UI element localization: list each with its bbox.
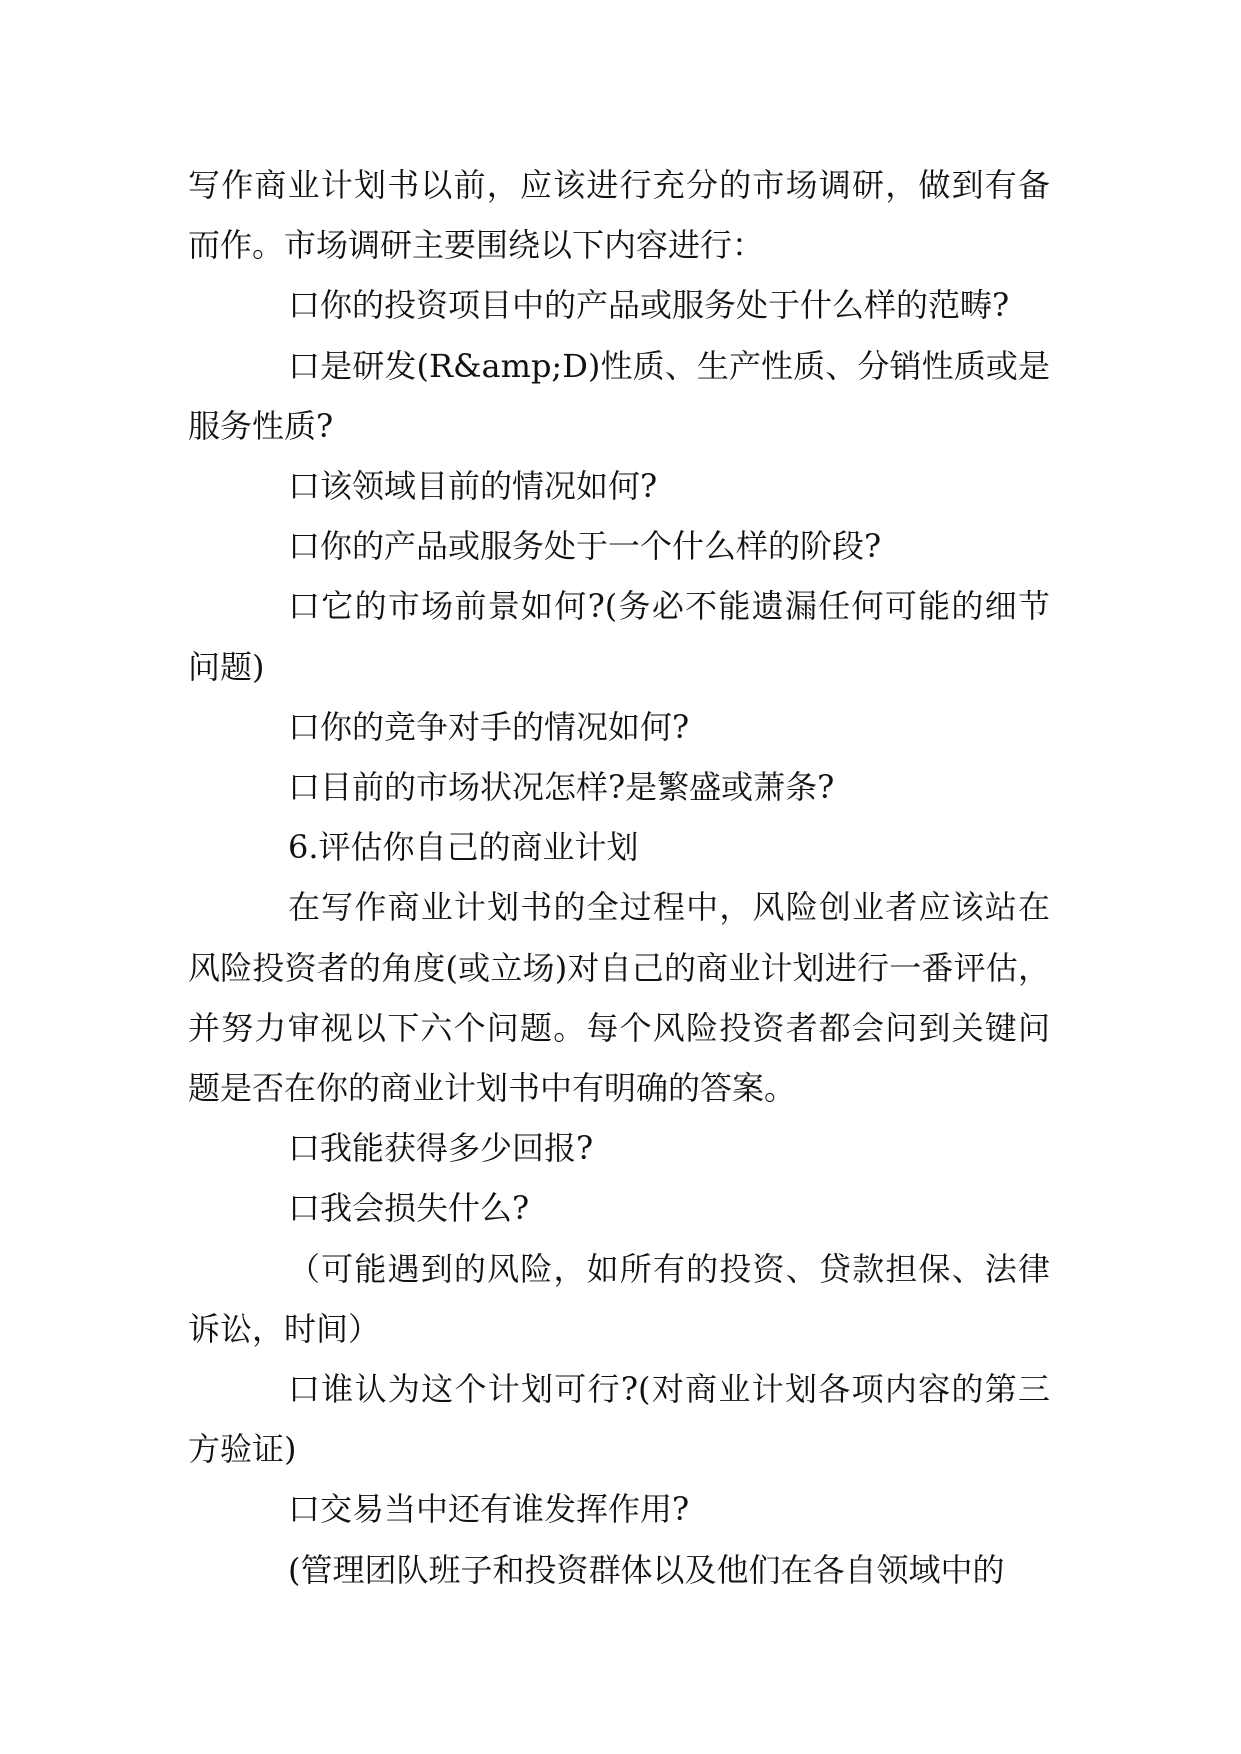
question-product-stage: 口你的产品或服务处于一个什么样的阶段?	[288, 527, 882, 566]
question-competitors: 口你的竞争对手的情况如何?	[288, 707, 690, 746]
question-return: 口我能获得多少回报?	[288, 1129, 594, 1168]
paragraph-evaluation-intro: 在写作商业计划书的全过程中，风险创业者应该站在风险投资者的角度(或立场)对自己的商业计划进行一番评估，并努力审视以下六个问题。每个风险投资者都会问到关键问题是否在你的商业计划书中有明确的答案。	[188, 888, 1050, 1108]
question-product-category: 口你的投资项目中的产品或服务处于什么样的范畴?	[288, 286, 1010, 325]
note-possible-risks: （可能遇到的风险，如所有的投资、贷款担保、法律诉讼，时间）	[188, 1249, 1050, 1348]
paragraph-market-research-intro: 写作商业计划书以前，应该进行充分的市场调研，做到有备而作。市场调研主要围绕以下内容进行：	[188, 166, 1050, 265]
document-body	[188, 155, 1050, 1600]
question-feasibility: 口谁认为这个计划可行?(对商业计划各项内容的第三方验证)	[188, 1370, 1050, 1469]
question-field-status: 口该领域目前的情况如何?	[288, 467, 658, 506]
question-market-prospect: 口它的市场前景如何?(务必不能遗漏任何可能的细节问题)	[188, 587, 1050, 686]
section-heading-evaluate-plan: 6.评估你自己的商业计划	[288, 828, 639, 867]
note-management-team: (管理团队班子和投资群体以及他们在各自领域中的	[288, 1550, 1005, 1589]
question-other-parties: 口交易当中还有谁发挥作用?	[288, 1490, 690, 1529]
question-loss: 口我会损失什么?	[288, 1189, 530, 1228]
question-business-nature: 口是研发(R&amp;D)性质、生产性质、分销性质或是服务性质?	[188, 346, 1050, 445]
question-market-condition: 口目前的市场状况怎样?是繁盛或萧条?	[288, 768, 835, 807]
